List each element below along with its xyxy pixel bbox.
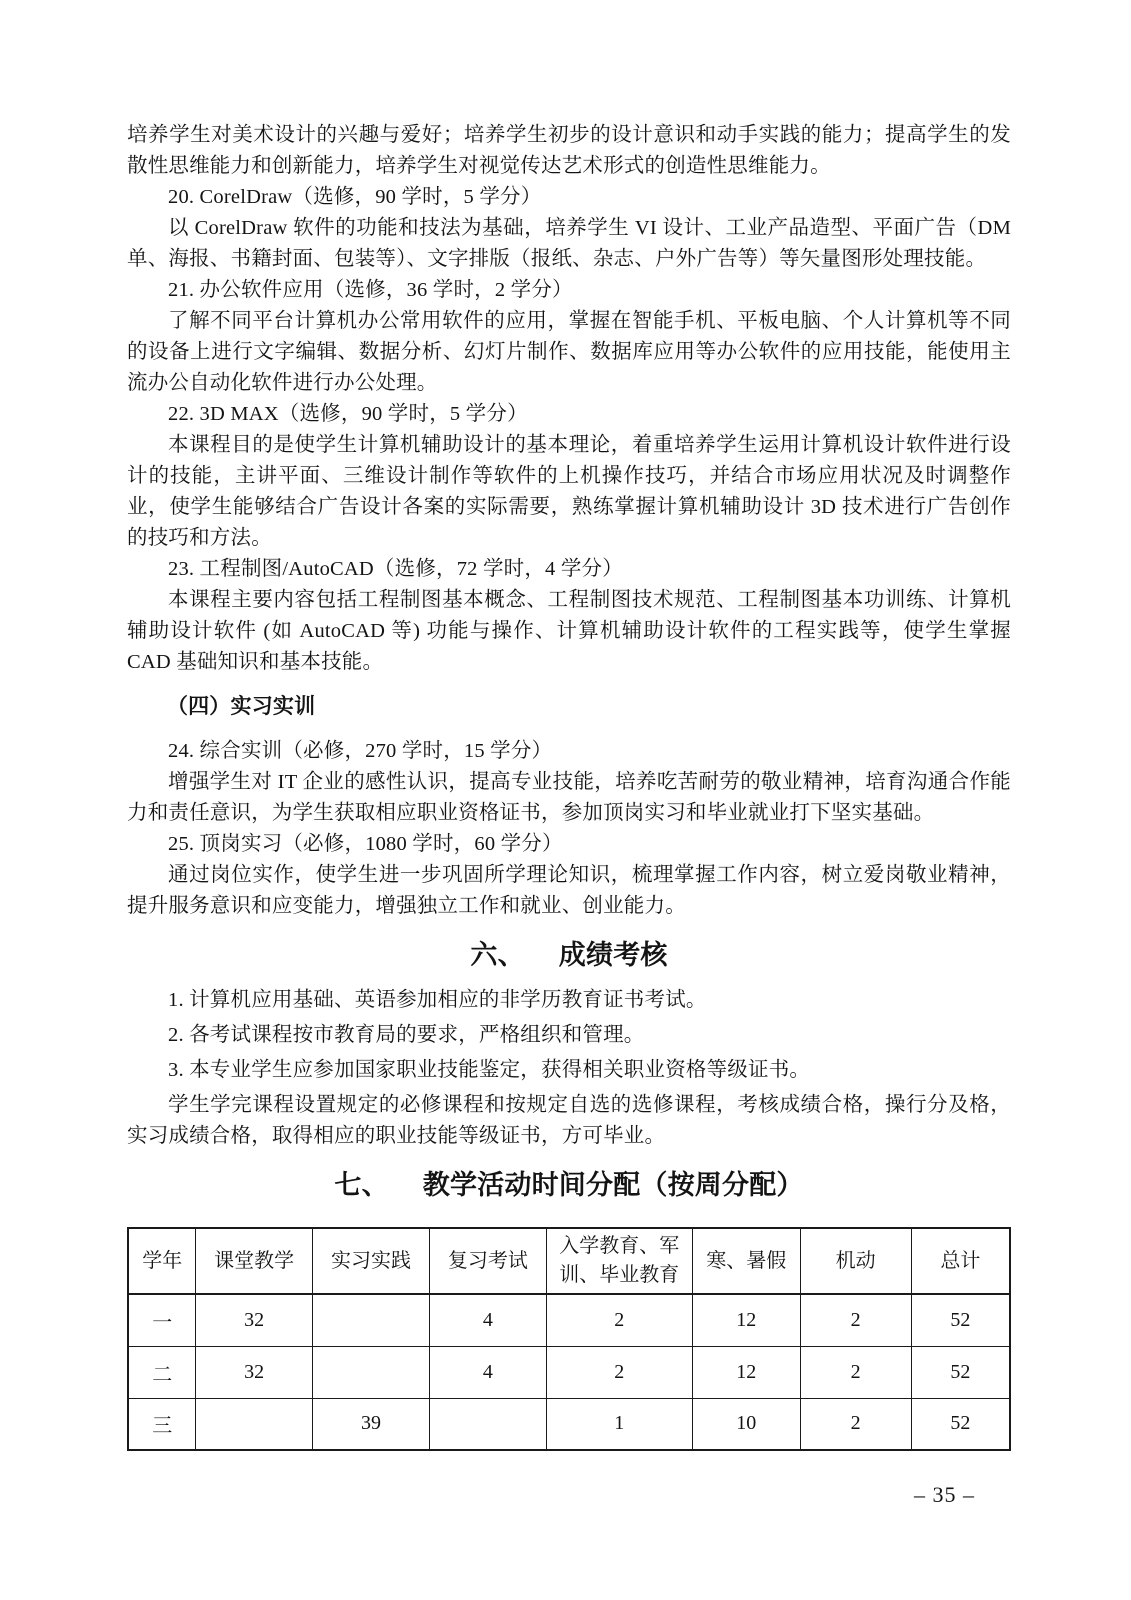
course-item-25: 25. 顶岗实习（必修，1080 学时，60 学分） (168, 833, 563, 855)
table-row (128, 1294, 1010, 1346)
course-item-24: 24. 综合实训（必修，270 学时，15 学分） (168, 740, 553, 762)
course-desc-21: 了解不同平台计算机办公常用软件的应用，掌握在智能手机、平板电脑、个人计算机等不同的设备上进行文字编辑、数据分析、幻灯片制作、数据库应用等办公软件的应用技能，能使用主流办公自动化软件进行办公处理。 (127, 310, 1011, 394)
table-cell (312, 1346, 429, 1398)
table-cell: 一 (128, 1294, 196, 1346)
header-classroom-teaching: 课堂教学 (196, 1228, 312, 1294)
course-item-22: 22. 3D MAX（选修，90 学时，5 学分） (168, 403, 528, 425)
table-cell: 52 (911, 1294, 1010, 1346)
table-header-row (128, 1228, 1010, 1294)
table-row (128, 1398, 1010, 1450)
section-number: 六、 (470, 940, 525, 970)
header-review-exam: 复习考试 (430, 1228, 546, 1294)
assessment-item-3: 3. 本专业学生应参加国家职业技能鉴定，获得相关职业资格等级证书。 (168, 1059, 811, 1081)
table-cell: 2 (546, 1346, 692, 1398)
subsection-heading-internship: （四）实习实训 (166, 695, 316, 718)
table-cell: 二 (128, 1346, 196, 1398)
table-cell: 32 (196, 1294, 312, 1346)
assessment-item-1: 1. 计算机应用基础、英语参加相应的非学历教育证书考试。 (168, 989, 707, 1011)
course-desc-22: 本课程目的是使学生计算机辅助设计的基本理论，着重培养学生运用计算机设计软件进行设计的技能，主讲平面、三维设计制作等软件的上机操作技巧，并结合市场应用状况及时调整作业，使学生能够结合广告设计各案的实际需要，熟练掌握计算机辅助设计 3D 技术进行广告创作的技巧和方法。 (127, 434, 1011, 549)
table-cell: 12 (692, 1346, 800, 1398)
section-heading-assessment (127, 937, 1011, 973)
table-cell: 三 (128, 1398, 196, 1450)
course-item-23: 23. 工程制图/AutoCAD（选修，72 学时，4 学分） (168, 558, 623, 580)
header-school-year: 学年 (128, 1228, 196, 1294)
course-desc-25: 通过岗位实作，使学生进一步巩固所学理论知识，梳理掌握工作内容，树立爱岗敬业精神，提升服务意识和应变能力，增强独立工作和就业、创业能力。 (127, 864, 1011, 917)
section-number: 七、 (334, 1170, 389, 1200)
table-cell (430, 1398, 546, 1450)
table-cell: 52 (911, 1398, 1010, 1450)
table-cell: 10 (692, 1398, 800, 1450)
table-row (128, 1346, 1010, 1398)
table-cell: 52 (911, 1346, 1010, 1398)
table-cell: 4 (430, 1294, 546, 1346)
table-cell: 1 (546, 1398, 692, 1450)
course-desc-24: 增强学生对 IT 企业的感性认识，提高专业技能，培养吃苦耐劳的敬业精神，培育沟通合作能力和责任意识，为学生获取相应职业资格证书，参加顶岗实习和毕业就业打下坚实基础。 (127, 771, 1011, 824)
section-title: 成绩考核 (558, 940, 668, 970)
course-desc-23: 本课程主要内容包括工程制图基本概念、工程制图技术规范、工程制图基本功训练、计算机辅助设计软件 (如 AutoCAD 等) 功能与操作、计算机辅助设计软件的工程实践等，使学生掌握 CAD 基础知识和基本技能。 (127, 589, 1011, 673)
header-flexible: 机动 (800, 1228, 911, 1294)
table-cell: 2 (800, 1398, 911, 1450)
course-item-20: 20. CorelDraw（选修，90 学时，5 学分） (168, 186, 542, 208)
page-number: – 35 – (914, 1482, 975, 1507)
section-heading-schedule (127, 1167, 1011, 1203)
graduation-requirements-paragraph: 学生学完课程设置规定的必修课程和按规定自选的选修课程，考核成绩合格，操行分及格，实习成绩合格，取得相应的职业技能等级证书，方可毕业。 (127, 1094, 1011, 1147)
table-cell: 2 (800, 1346, 911, 1398)
table-cell (196, 1398, 312, 1450)
assessment-item-2: 2. 各考试课程按市教育局的要求，严格组织和管理。 (168, 1024, 645, 1046)
table-cell: 4 (430, 1346, 546, 1398)
header-internship-practice: 实习实践 (312, 1228, 429, 1294)
table-cell: 2 (546, 1294, 692, 1346)
table-cell: 2 (800, 1294, 911, 1346)
table-cell: 39 (312, 1398, 429, 1450)
header-winter-summer-vacation: 寒、暑假 (692, 1228, 800, 1294)
header-orientation-military-graduation: 入学教育、军训、毕业教育 (546, 1228, 692, 1294)
schedule-table (127, 1227, 1011, 1451)
table-cell: 32 (196, 1346, 312, 1398)
paragraph-continuation: 培养学生对美术设计的兴趣与爱好；培养学生初步的设计意识和动手实践的能力；提高学生的发散性思维能力和创新能力，培养学生对视觉传达艺术形式的创造性思维能力。 (127, 124, 1011, 177)
course-desc-20: 以 CorelDraw 软件的功能和技法为基础，培养学生 VI 设计、工业产品造型、平面广告（DM 单、海报、书籍封面、包装等）、文字排版（报纸、杂志、户外广告等）等矢量图形处理技能。 (127, 217, 1011, 270)
section-title: 教学活动时间分配（按周分配） (422, 1170, 804, 1200)
course-item-21: 21. 办公软件应用（选修，36 学时，2 学分） (168, 279, 573, 301)
table-cell (312, 1294, 429, 1346)
table-cell: 12 (692, 1294, 800, 1346)
header-total: 总计 (911, 1228, 1010, 1294)
